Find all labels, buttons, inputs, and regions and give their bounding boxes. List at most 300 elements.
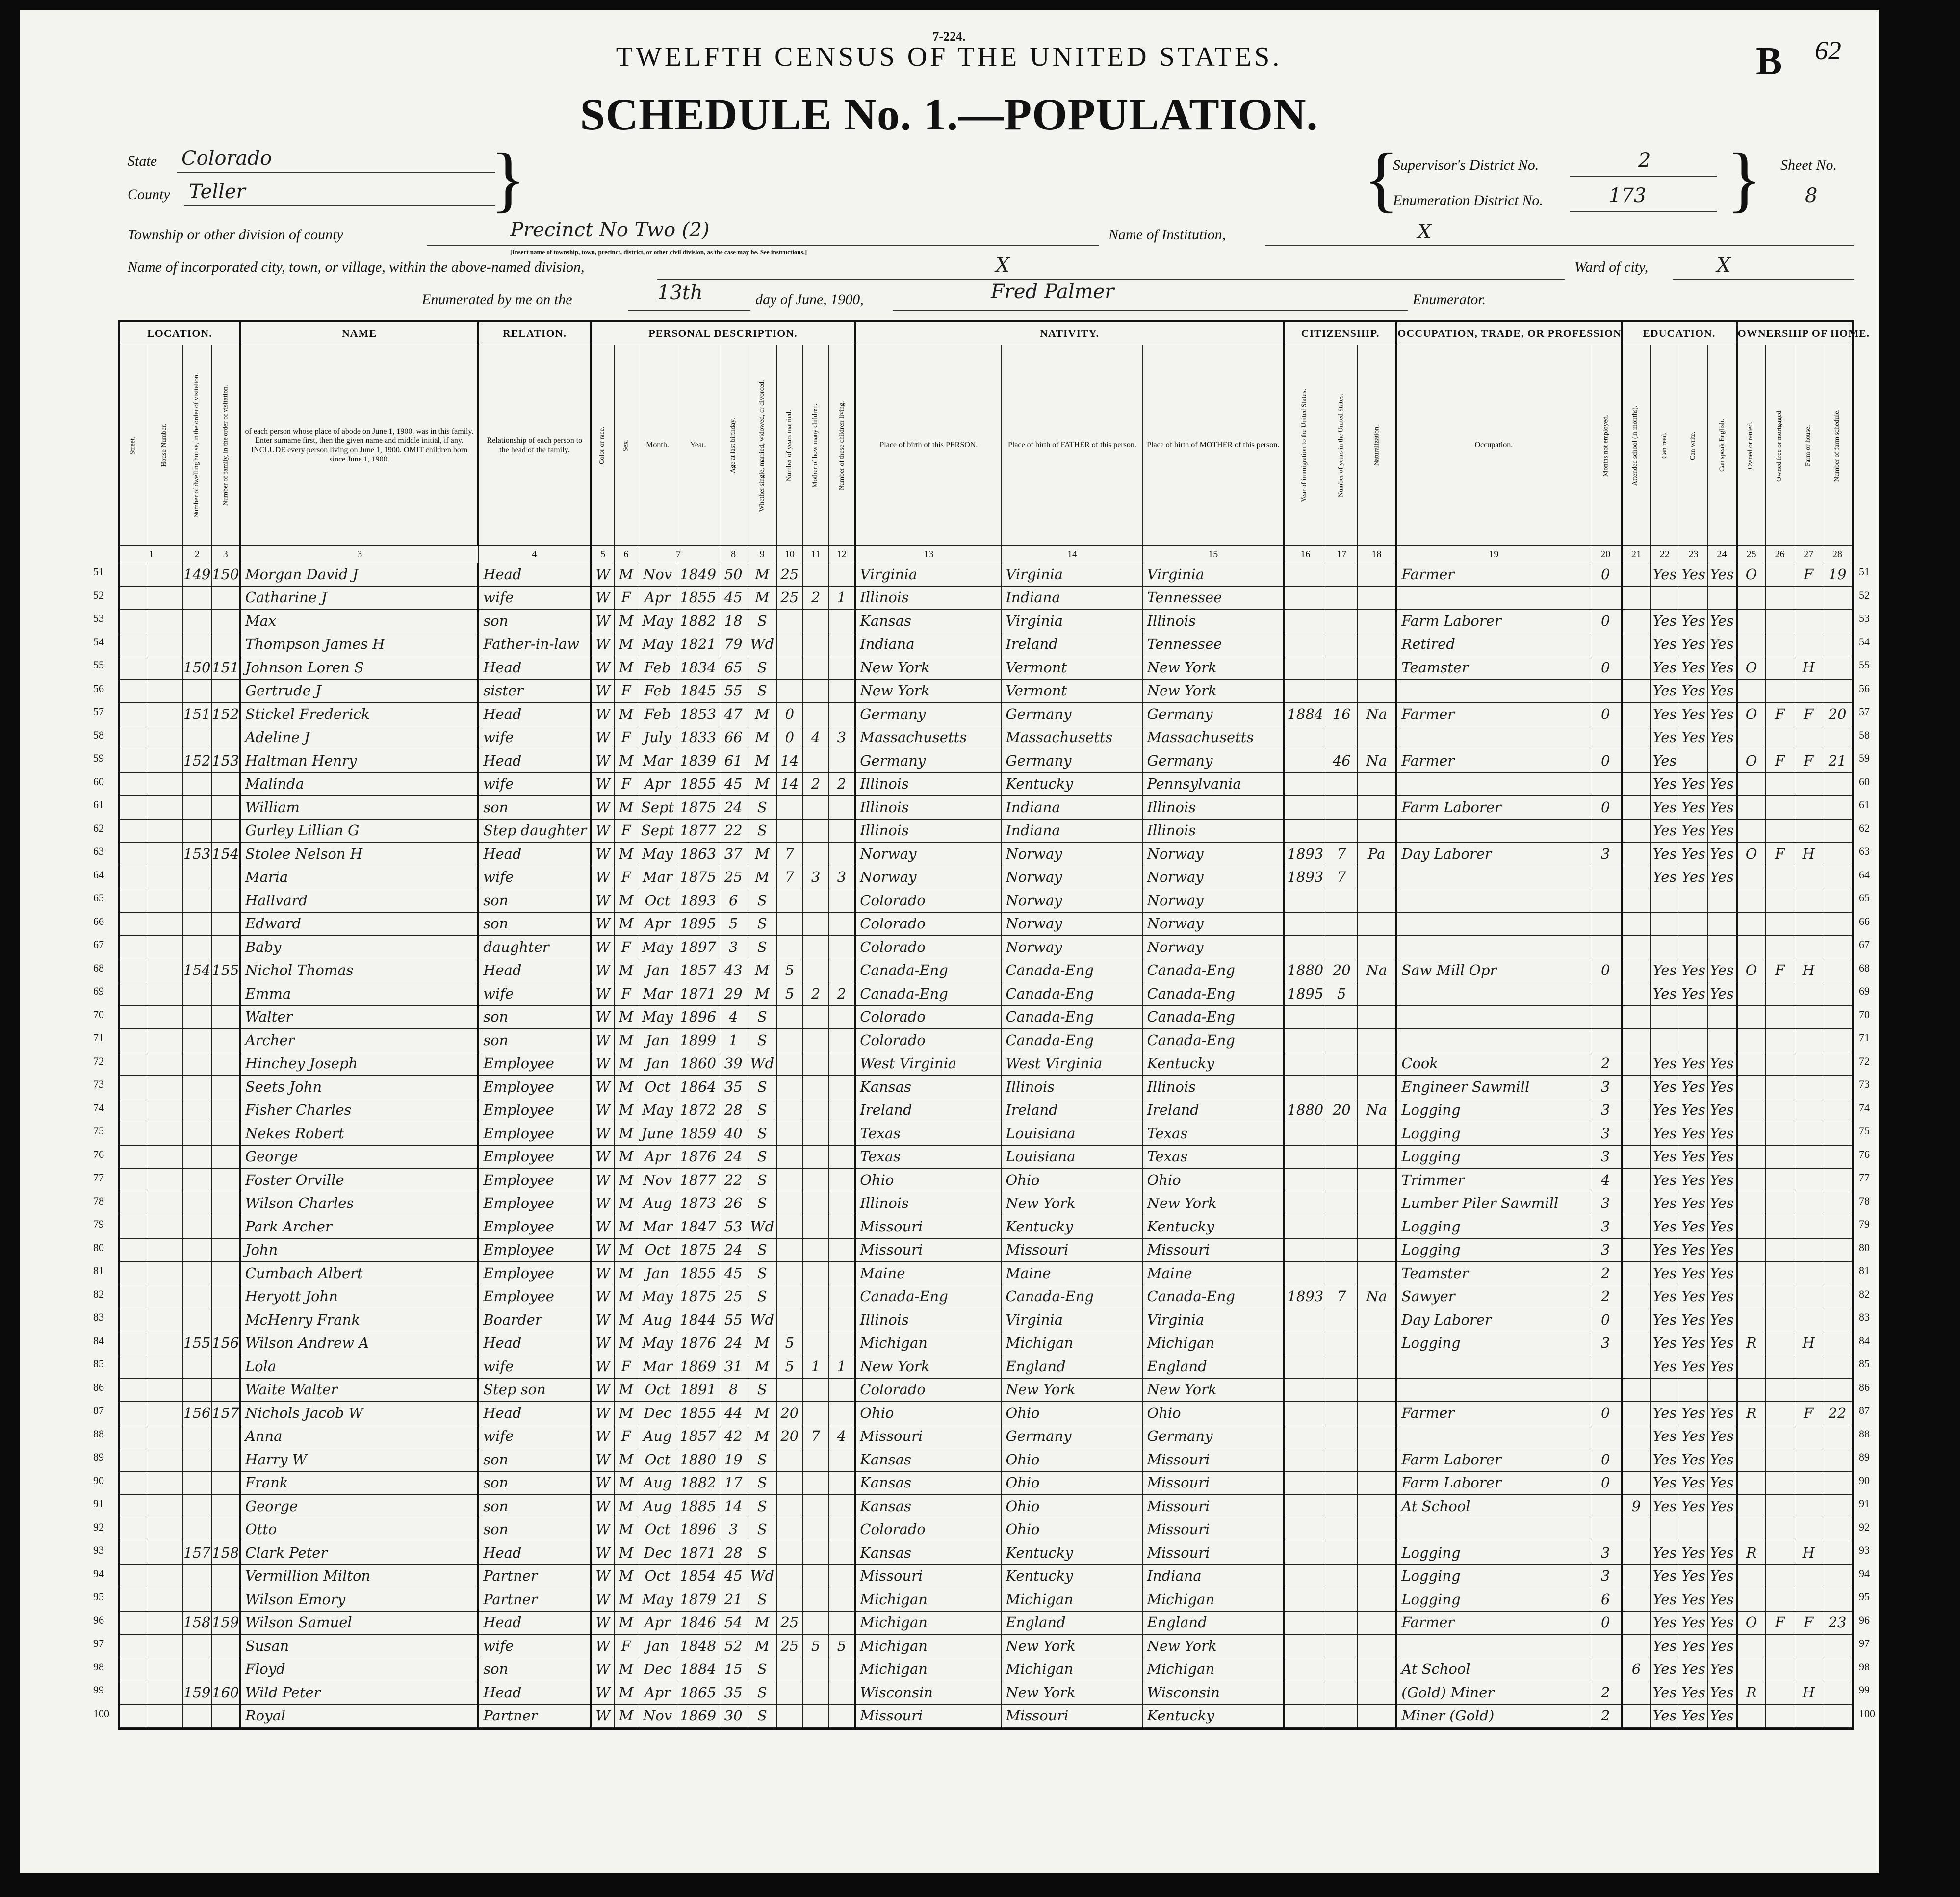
cell-mne: 0 — [1590, 959, 1622, 982]
cell-fm — [1765, 819, 1794, 843]
cell-dw: 159 — [182, 1681, 211, 1705]
birthplace-person: Texas — [855, 1122, 1002, 1146]
cell-fm — [1765, 1471, 1794, 1495]
cell-col: W — [591, 1518, 615, 1541]
cell-fh: H — [1794, 1681, 1823, 1705]
left-line-number: 92 — [93, 1520, 104, 1533]
cell-mne — [1590, 1635, 1622, 1658]
person-name: Park Archer — [240, 1215, 478, 1239]
cell-sch — [1622, 1169, 1651, 1192]
cell-nat — [1357, 819, 1396, 843]
cell-yus — [1326, 1308, 1357, 1332]
table-row — [120, 1425, 1852, 1448]
cell-age: 1 — [719, 1029, 748, 1052]
cell-mar: S — [748, 656, 777, 680]
cell-blank — [120, 936, 146, 959]
cell-sex: M — [615, 843, 638, 866]
enumerator-line — [893, 310, 1408, 311]
relation: Head — [478, 1681, 591, 1705]
occupation — [1396, 726, 1590, 749]
cell-yus — [1326, 1355, 1357, 1379]
birthplace-person: Illinois — [855, 772, 1002, 796]
birthplace-father: Michigan — [1002, 1588, 1143, 1612]
birthplace-father: Missouri — [1002, 1704, 1143, 1728]
occupation: Logging — [1396, 1332, 1590, 1355]
cell-age: 40 — [719, 1122, 748, 1146]
cell-sch — [1622, 1541, 1651, 1565]
cell-fs — [1823, 866, 1852, 889]
cell-ch — [829, 633, 855, 656]
cell-sex: F — [615, 679, 638, 703]
cell-ym — [776, 1448, 802, 1472]
table-row — [120, 1518, 1852, 1541]
cell-yus — [1326, 936, 1357, 959]
cell-mo — [802, 796, 828, 820]
cell-sex: F — [615, 866, 638, 889]
corner-mark: 62 — [1815, 36, 1841, 65]
cell-rd — [1651, 1005, 1679, 1029]
birthplace-mother: Canada-Eng — [1143, 959, 1284, 982]
cell-blank — [120, 912, 146, 936]
birthplace-mother: Virginia — [1143, 563, 1284, 587]
cell-nat — [1357, 912, 1396, 936]
left-line-number: 78 — [93, 1194, 104, 1207]
cell-blank — [120, 796, 146, 820]
cell-fm — [1765, 610, 1794, 633]
cell-mne — [1590, 1355, 1622, 1379]
column-number: 9 — [748, 546, 777, 563]
cell-blank — [120, 749, 146, 773]
right-line-number: 80 — [1859, 1241, 1870, 1254]
cell-ch — [829, 1308, 855, 1332]
left-line-number: 88 — [93, 1427, 104, 1440]
cell-nat: Na — [1357, 959, 1396, 982]
cell-mon: Aug — [638, 1471, 677, 1495]
cell-ym — [776, 1495, 802, 1518]
cell-mo — [802, 1099, 828, 1122]
cell-yr: 1860 — [677, 1052, 719, 1076]
cell-mon: Oct — [638, 1238, 677, 1262]
left-line-number: 72 — [93, 1054, 104, 1067]
cell-mon: Nov — [638, 1169, 677, 1192]
cell-sch — [1622, 703, 1651, 726]
birthplace-person: Germany — [855, 749, 1002, 773]
cell-fam — [211, 1564, 240, 1588]
cell-imm — [1284, 936, 1326, 959]
birthplace-mother: Kentucky — [1143, 1052, 1284, 1076]
cell-yus — [1326, 1215, 1357, 1239]
cell-own — [1737, 726, 1766, 749]
column-number: 13 — [855, 546, 1002, 563]
occupation: Day Laborer — [1396, 1308, 1590, 1332]
cell-sch — [1622, 1285, 1651, 1308]
occupation: Teamster — [1396, 656, 1590, 680]
county-line — [184, 205, 495, 206]
occupation — [1396, 1029, 1590, 1052]
cell-nat — [1357, 772, 1396, 796]
cell-sex: M — [615, 1005, 638, 1029]
cell-sch — [1622, 656, 1651, 680]
cell-mon: Nov — [638, 563, 677, 587]
cell-ch — [829, 749, 855, 773]
left-brace: } — [490, 138, 526, 220]
table-row — [120, 796, 1852, 820]
cell-rd: Yes — [1651, 1495, 1679, 1518]
cell-imm — [1284, 1262, 1326, 1285]
cell-wr: Yes — [1679, 610, 1708, 633]
cell-mne: 3 — [1590, 1122, 1622, 1146]
cell-col: W — [591, 1052, 615, 1076]
cell-wr: Yes — [1679, 656, 1708, 680]
cell-sch — [1622, 1192, 1651, 1215]
cell-nat — [1357, 1122, 1396, 1146]
cell-blank — [120, 889, 146, 913]
cell-nat — [1357, 1378, 1396, 1402]
cell-fm — [1765, 772, 1794, 796]
cell-en: Yes — [1708, 1099, 1737, 1122]
cell-en: Yes — [1708, 1471, 1737, 1495]
cell-yr: 1869 — [677, 1355, 719, 1379]
cell-rd: Yes — [1651, 866, 1679, 889]
right-line-number: 75 — [1859, 1125, 1870, 1137]
cell-nat — [1357, 1425, 1396, 1448]
cell-rd: Yes — [1651, 656, 1679, 680]
cell-blank — [146, 1658, 183, 1681]
cell-fh — [1794, 1448, 1823, 1472]
cell-sex: M — [615, 1192, 638, 1215]
right-line-number: 51 — [1859, 565, 1870, 578]
birthplace-person: Michigan — [855, 1588, 1002, 1612]
cell-ym: 5 — [776, 982, 802, 1006]
cell-fh: H — [1794, 1541, 1823, 1565]
table-row — [120, 1588, 1852, 1612]
cell-fs — [1823, 959, 1852, 982]
cell-mne: 3 — [1590, 1541, 1622, 1565]
cell-sex: M — [615, 749, 638, 773]
cell-rd: Yes — [1651, 1308, 1679, 1332]
cell-blank — [120, 1611, 146, 1635]
relation: Head — [478, 843, 591, 866]
cell-mon: Oct — [638, 1378, 677, 1402]
birthplace-person: Norway — [855, 866, 1002, 889]
cell-fam — [211, 1308, 240, 1332]
cell-ym: 25 — [776, 1635, 802, 1658]
column-number: 24 — [1708, 546, 1737, 563]
cell-own — [1737, 1029, 1766, 1052]
cell-imm — [1284, 586, 1326, 610]
right-line-number: 93 — [1859, 1544, 1870, 1556]
cell-own: O — [1737, 656, 1766, 680]
cell-imm — [1284, 1448, 1326, 1472]
cell-blank — [120, 1681, 146, 1705]
cell-ch — [829, 1029, 855, 1052]
cell-mne — [1590, 772, 1622, 796]
cell-fs — [1823, 679, 1852, 703]
cell-en: Yes — [1708, 843, 1737, 866]
birthplace-mother: Germany — [1143, 1425, 1284, 1448]
cell-yr: 1885 — [677, 1495, 719, 1518]
cell-mar: Wd — [748, 1215, 777, 1239]
cell-own — [1737, 1518, 1766, 1541]
cell-imm — [1284, 1658, 1326, 1681]
table-row — [120, 726, 1852, 749]
birthplace-person: Missouri — [855, 1425, 1002, 1448]
cell-rd — [1651, 1029, 1679, 1052]
cell-mar: S — [748, 1541, 777, 1565]
cell-blank — [146, 1145, 183, 1169]
cell-mne: 0 — [1590, 1471, 1622, 1495]
cell-col: W — [591, 819, 615, 843]
cell-rd: Yes — [1651, 796, 1679, 820]
right-line-number: 58 — [1859, 728, 1870, 741]
cell-mon: May — [638, 633, 677, 656]
cell-yr: 1877 — [677, 819, 719, 843]
cell-ch — [829, 959, 855, 982]
cell-sch — [1622, 1471, 1651, 1495]
cell-fh — [1794, 819, 1823, 843]
cell-fam — [211, 1495, 240, 1518]
birthplace-mother: Maine — [1143, 1262, 1284, 1285]
birthplace-person: Norway — [855, 843, 1002, 866]
cell-own — [1737, 1215, 1766, 1239]
right-line-number: 70 — [1859, 1008, 1870, 1021]
cell-yr: 1871 — [677, 982, 719, 1006]
cell-ch — [829, 1564, 855, 1588]
relation: son — [478, 912, 591, 936]
cell-rd: Yes — [1651, 563, 1679, 587]
column-number: 5 — [591, 546, 615, 563]
cell-mon: May — [638, 843, 677, 866]
ward-label: Ward of city, — [1574, 259, 1649, 275]
head-name: of each person whose place of abode on June 1, 1900, was in this family. Enter surname first, then the given name and middle initial, if any. INCLUDE every person living on June 1, 1900. OMIT children born since June 1, 1900. — [240, 345, 478, 546]
cell-mar: S — [748, 1169, 777, 1192]
birthplace-person: Texas — [855, 1145, 1002, 1169]
cell-rd — [1651, 1518, 1679, 1541]
birthplace-father: Canada-Eng — [1002, 1005, 1143, 1029]
right-line-number: 57 — [1859, 705, 1870, 718]
head-naturalization: Naturalization. — [1357, 345, 1396, 546]
cell-ym — [776, 1052, 802, 1076]
cell-sex: M — [615, 1704, 638, 1728]
cell-wr: Yes — [1679, 1169, 1708, 1192]
cell-fh: H — [1794, 656, 1823, 680]
left-line-number: 74 — [93, 1101, 104, 1114]
birthplace-father: Norway — [1002, 912, 1143, 936]
cell-dw — [182, 912, 211, 936]
cell-ym — [776, 1308, 802, 1332]
cell-yus — [1326, 563, 1357, 587]
cell-blank — [120, 819, 146, 843]
cell-ch — [829, 703, 855, 726]
cell-dw — [182, 1029, 211, 1052]
cell-nat — [1357, 1076, 1396, 1099]
cell-yus — [1326, 1471, 1357, 1495]
cell-ym: 5 — [776, 959, 802, 982]
cell-wr: Yes — [1679, 726, 1708, 749]
cell-col: W — [591, 1285, 615, 1308]
cell-blank — [146, 1238, 183, 1262]
cell-ym — [776, 1588, 802, 1612]
cell-sex: M — [615, 1611, 638, 1635]
cell-imm — [1284, 1471, 1326, 1495]
sheet-no-label: Sheet No. — [1780, 157, 1837, 173]
cell-own — [1737, 1588, 1766, 1612]
person-name: Thompson James H — [240, 633, 478, 656]
table-row — [120, 1052, 1852, 1076]
cell-yr: 1863 — [677, 843, 719, 866]
cell-col: W — [591, 982, 615, 1006]
occupation — [1396, 982, 1590, 1006]
cell-fs — [1823, 1541, 1852, 1565]
cell-fs — [1823, 982, 1852, 1006]
column-number: 10 — [776, 546, 802, 563]
person-name: Stickel Frederick — [240, 703, 478, 726]
cell-yr: 1869 — [677, 1704, 719, 1728]
birthplace-person: Canada-Eng — [855, 1285, 1002, 1308]
cell-age: 31 — [719, 1355, 748, 1379]
birthplace-mother: Illinois — [1143, 1076, 1284, 1099]
birthplace-father: England — [1002, 1355, 1143, 1379]
cell-yr: 1876 — [677, 1332, 719, 1355]
cell-fm — [1765, 1355, 1794, 1379]
cell-sex: M — [615, 1052, 638, 1076]
right-line-number: 65 — [1859, 892, 1870, 904]
head-dwelling: Number of dwelling house, in the order of visitation. — [182, 345, 211, 546]
cell-nat — [1357, 1658, 1396, 1681]
cell-fs — [1823, 1122, 1852, 1146]
cell-yr: 1891 — [677, 1378, 719, 1402]
cell-age: 55 — [719, 1308, 748, 1332]
head-marital: Whether single, married, widowed, or divorced. — [748, 345, 777, 546]
cell-col: W — [591, 1355, 615, 1379]
cell-nat — [1357, 679, 1396, 703]
cell-wr — [1679, 936, 1708, 959]
right-line-number: 95 — [1859, 1590, 1870, 1603]
birthplace-father: Virginia — [1002, 1308, 1143, 1332]
head-month: Month. — [638, 345, 677, 546]
cell-mon: Jan — [638, 959, 677, 982]
cell-wr: Yes — [1679, 1541, 1708, 1565]
cell-en — [1708, 1029, 1737, 1052]
cell-fs — [1823, 912, 1852, 936]
column-number: 4 — [478, 546, 591, 563]
cell-mar: S — [748, 1145, 777, 1169]
cell-col: W — [591, 912, 615, 936]
right-line-number: 78 — [1859, 1194, 1870, 1207]
birthplace-mother: Illinois — [1143, 819, 1284, 843]
birthplace-father: New York — [1002, 1378, 1143, 1402]
cell-blank — [146, 726, 183, 749]
cell-fh — [1794, 1704, 1823, 1728]
cell-yr: 1896 — [677, 1518, 719, 1541]
birthplace-father: Kentucky — [1002, 772, 1143, 796]
cell-wr: Yes — [1679, 796, 1708, 820]
cell-nat — [1357, 1588, 1396, 1612]
cell-blank — [120, 1471, 146, 1495]
right-line-number: 64 — [1859, 868, 1870, 881]
cell-blank — [120, 1285, 146, 1308]
relation: Head — [478, 1332, 591, 1355]
cell-ym: 14 — [776, 749, 802, 773]
cell-dw — [182, 1495, 211, 1518]
cell-nat — [1357, 1518, 1396, 1541]
person-name: Frank — [240, 1471, 478, 1495]
cell-dw: 149 — [182, 563, 211, 587]
cell-own — [1737, 1495, 1766, 1518]
cell-blank — [120, 1262, 146, 1285]
cell-imm — [1284, 1402, 1326, 1425]
head-birth-person: Place of birth of this PERSON. — [855, 345, 1002, 546]
left-line-number: 57 — [93, 705, 104, 718]
cell-col: W — [591, 1332, 615, 1355]
cell-nat — [1357, 1611, 1396, 1635]
right-line-number: 74 — [1859, 1101, 1870, 1114]
cell-nat — [1357, 563, 1396, 587]
column-number: 23 — [1679, 546, 1708, 563]
cell-fm — [1765, 1658, 1794, 1681]
birthplace-person: Missouri — [855, 1704, 1002, 1728]
cell-ch — [829, 1402, 855, 1425]
cell-en: Yes — [1708, 819, 1737, 843]
right-line-number: 59 — [1859, 752, 1870, 764]
cell-fh — [1794, 1238, 1823, 1262]
cell-fs — [1823, 1076, 1852, 1099]
birthplace-father: Louisiana — [1002, 1122, 1143, 1146]
cell-mne: 0 — [1590, 563, 1622, 587]
cell-wr: Yes — [1679, 1495, 1708, 1518]
occupation — [1396, 936, 1590, 959]
cell-ym: 7 — [776, 843, 802, 866]
cell-sex: M — [615, 1169, 638, 1192]
birthplace-father: Michigan — [1002, 1332, 1143, 1355]
cell-en: Yes — [1708, 563, 1737, 587]
occupation — [1396, 1518, 1590, 1541]
cell-fam — [211, 1635, 240, 1658]
right-line-number: 68 — [1859, 961, 1870, 974]
cell-fs — [1823, 1704, 1852, 1728]
left-line-number: 62 — [93, 821, 104, 834]
right-line-number: 83 — [1859, 1311, 1870, 1323]
institution-label: Name of Institution, — [1109, 227, 1226, 243]
cell-fh — [1794, 633, 1823, 656]
cell-nat: Na — [1357, 1099, 1396, 1122]
cell-fam — [211, 1658, 240, 1681]
right-line-number: 79 — [1859, 1218, 1870, 1230]
cell-ch — [829, 1005, 855, 1029]
cell-mne: 2 — [1590, 1285, 1622, 1308]
cell-nat — [1357, 1471, 1396, 1495]
cell-col: W — [591, 679, 615, 703]
cell-mo — [802, 1658, 828, 1681]
cell-mar: S — [748, 1588, 777, 1612]
cell-fam: 156 — [211, 1332, 240, 1355]
cell-ym — [776, 1541, 802, 1565]
cell-imm — [1284, 796, 1326, 820]
cell-fm — [1765, 633, 1794, 656]
occupation — [1396, 1005, 1590, 1029]
cell-dw — [182, 1658, 211, 1681]
birthplace-father: Maine — [1002, 1262, 1143, 1285]
right-line-number: 84 — [1859, 1334, 1870, 1347]
right-line-number: 97 — [1859, 1637, 1870, 1649]
cell-mne: 2 — [1590, 1052, 1622, 1076]
cell-blank — [120, 772, 146, 796]
birthplace-person: Germany — [855, 703, 1002, 726]
cell-mon: Oct — [638, 1564, 677, 1588]
cell-ym — [776, 889, 802, 913]
cell-fs: 20 — [1823, 703, 1852, 726]
cell-fh — [1794, 1215, 1823, 1239]
